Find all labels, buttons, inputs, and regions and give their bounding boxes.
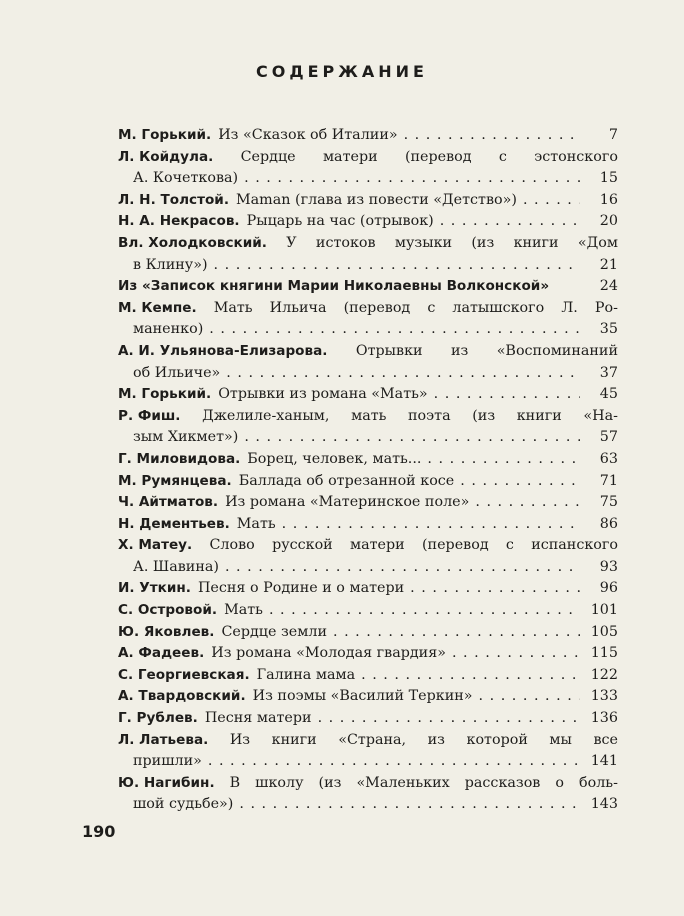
toc-title-word: поэта: [408, 407, 451, 424]
dot-leader: [312, 708, 580, 730]
toc-entry-line: [118, 622, 618, 644]
toc-entry-line: [118, 557, 618, 579]
toc-title-continued: пришли»: [133, 753, 202, 770]
toc-page-number: 16: [599, 191, 618, 208]
dot-leader: [233, 794, 580, 816]
toc-entry: [118, 514, 618, 536]
dot-leader: [404, 578, 580, 600]
toc-title-word: истоков: [315, 234, 376, 251]
toc-title-continued: А. Кочеткова): [133, 170, 239, 187]
toc-title-word: книги: [516, 407, 562, 424]
dot-leader: [208, 255, 580, 277]
toc-title-continued: в Клину»): [133, 256, 208, 273]
toc-page-number: 24: [599, 278, 618, 295]
toc-entry-line: [118, 384, 618, 406]
toc-author: Х. Матеу.: [118, 537, 193, 554]
toc-author: Н. Дементьев.: [118, 515, 230, 532]
dot-leader: [398, 125, 580, 147]
toc-entry: [118, 643, 618, 665]
toc-author: Г. Рублев.: [118, 710, 198, 727]
toc-title-word: Ильича: [269, 299, 327, 316]
toc-page-number: 93: [599, 558, 618, 575]
toc-page-number: 35: [599, 321, 618, 338]
toc-author: Ю. Нагибин.: [118, 774, 215, 791]
toc-title: Отрывки из романа «Мать»: [218, 386, 428, 403]
toc-title-word: «Страна,: [338, 731, 407, 748]
toc-page-number: 15: [599, 170, 618, 187]
toc-title-word: которой: [466, 731, 528, 748]
toc-title: Песня матери: [204, 710, 312, 727]
toc-title-word: (перевод: [343, 299, 411, 316]
toc-entry: [118, 233, 618, 276]
toc-entry-line: [118, 471, 618, 493]
toc-title-word: латышского: [452, 299, 545, 316]
toc-entry-line: [118, 298, 618, 320]
toc-entry: [118, 730, 618, 773]
toc-author: Р. Фиш.: [118, 407, 181, 424]
toc-entry: [118, 384, 618, 406]
toc-author: И. Уткин.: [118, 580, 191, 597]
toc-title-word: Слово: [209, 537, 255, 554]
dot-leader: [219, 557, 580, 579]
toc-title: Из романа «Молодая гвардия»: [211, 645, 446, 662]
toc-title-word: (перевод: [404, 148, 472, 165]
toc-entry-line: [118, 363, 618, 385]
toc-title-word: школу: [255, 774, 304, 791]
toc-author: А. Твардовский.: [118, 688, 246, 705]
toc-entry-line: [118, 319, 618, 341]
toc-author: М. Румянцева.: [118, 472, 232, 489]
toc-page-number: 115: [590, 645, 618, 662]
toc-title-word: книги: [271, 731, 317, 748]
toc-entry-line: [118, 708, 618, 730]
toc-title-word: матери: [322, 148, 378, 165]
dot-leader: [355, 665, 580, 687]
toc-title: Мать: [236, 515, 276, 532]
toc-entry: [118, 406, 618, 449]
toc-page-number: 21: [599, 256, 618, 273]
toc-entry-line: [118, 751, 618, 773]
toc-title-word: Л.: [561, 299, 578, 316]
toc-author: Из «Записок княгини Марии Николаевны Волконской»: [118, 278, 550, 295]
toc-entry: [118, 147, 618, 190]
toc-title-word: «На-: [583, 407, 618, 424]
dot-leader: [517, 190, 580, 212]
toc-title-word: эстонского: [534, 148, 618, 165]
toc-title-word: с: [505, 537, 514, 554]
toc-entry-line: [118, 211, 618, 233]
toc-entry: [118, 190, 618, 212]
toc-title-continued: зым Хикмет»): [133, 429, 239, 446]
toc-title: Из поэмы «Василий Теркин»: [252, 688, 473, 705]
toc-title: Маman (глава из повести «Детство»): [236, 191, 517, 208]
toc-author: М. Горький.: [118, 386, 212, 403]
toc-author: А. Фадеев.: [118, 645, 205, 662]
toc-title: Мать: [224, 602, 263, 619]
toc-entry: [118, 211, 618, 233]
toc-page-number: 143: [590, 796, 618, 813]
contents-heading: СОДЕРЖАНИЕ: [256, 62, 428, 81]
toc-title-word: из: [450, 342, 469, 359]
toc-title: Рыцарь на час (отрывок): [246, 213, 434, 230]
toc-title-word: В: [229, 774, 241, 791]
toc-page-number: 141: [590, 753, 618, 770]
dot-leader: [421, 449, 580, 471]
toc-author: С. Георгиевская.: [118, 666, 250, 683]
toc-title-word: с: [498, 148, 507, 165]
dot-leader: [446, 643, 580, 665]
toc-author: Л. Койдула.: [118, 148, 214, 165]
dot-leader: [454, 471, 580, 493]
toc-entry-line: [118, 794, 618, 816]
toc-entry: [118, 622, 618, 644]
toc-title-word: Сердце: [240, 148, 296, 165]
toc-author: Ч. Айтматов.: [118, 494, 219, 511]
toc-entry-line: [118, 341, 618, 363]
toc-title: Борец, человек, мать...: [247, 450, 422, 467]
toc-entry: [118, 471, 618, 493]
dot-leader: [238, 168, 580, 190]
toc-title-word: Мать: [213, 299, 253, 316]
toc-title-word: мы: [549, 731, 572, 748]
toc-title-word: (перевод: [421, 537, 489, 554]
toc-title-continued: об Ильиче»: [133, 364, 221, 381]
toc-entry-line: [118, 406, 618, 428]
toc-page-number: 122: [590, 666, 618, 683]
toc-title-word: из: [427, 731, 445, 748]
toc-entry-line: [118, 233, 618, 255]
toc-entry-line: [118, 449, 618, 471]
toc-author: А. И. Ульянова-Елизарова.: [118, 342, 328, 359]
toc-title-word: Из: [229, 731, 251, 748]
toc-entry-line: [118, 686, 618, 708]
toc-page-number: 136: [590, 710, 618, 727]
dot-leader: [473, 686, 580, 708]
toc-title-word: испанского: [531, 537, 618, 554]
toc-title: Из «Сказок об Италии»: [218, 127, 398, 143]
toc-page-number: 86: [599, 515, 618, 532]
dot-leader: [263, 600, 580, 622]
toc-title: Из романа «Материнское поле»: [225, 494, 470, 511]
dot-leader: [327, 622, 580, 644]
toc-entry: [118, 341, 618, 384]
toc-page-number: 75: [599, 494, 618, 511]
dot-leader: [202, 751, 580, 773]
toc-title-word: (из: [318, 774, 342, 791]
toc-entry: [118, 665, 618, 687]
toc-entry: [118, 449, 618, 471]
toc-entry: [118, 276, 618, 298]
toc-entry-line: [118, 168, 618, 190]
toc-author: Г. Миловидова.: [118, 450, 241, 467]
toc-title-word: с: [427, 299, 436, 316]
toc-title-continued: шой судьбе»): [133, 796, 234, 813]
toc-title-word: Ро-: [594, 299, 618, 316]
toc-author: Ю. Яковлев.: [118, 623, 215, 640]
toc-entry-line: [118, 190, 618, 212]
toc-title-word: «Маленьких: [356, 774, 450, 791]
toc-title: Галина мама: [256, 666, 356, 683]
toc-entry: [118, 492, 618, 514]
toc-title-word: все: [593, 731, 618, 748]
toc-page-number: 45: [599, 386, 618, 403]
toc-entry-line: [118, 255, 618, 277]
toc-title-continued: А. Шавина): [133, 558, 219, 575]
toc-title-word: боль-: [579, 774, 618, 791]
toc-title-word: русской: [272, 537, 333, 554]
toc-entry: [118, 600, 618, 622]
toc-page-number: 20: [599, 213, 618, 230]
dot-leader: [238, 427, 580, 449]
table-of-contents: [118, 125, 618, 816]
toc-title-word: «Дом: [577, 234, 618, 251]
dot-leader: [428, 384, 580, 406]
dot-leader: [469, 492, 580, 514]
toc-entry: [118, 686, 618, 708]
toc-page-number: 37: [599, 364, 618, 381]
toc-page-number: 63: [599, 450, 618, 467]
toc-title-word: рассказов: [464, 774, 541, 791]
toc-entry: [118, 535, 618, 578]
dot-leader: [434, 211, 580, 233]
toc-title-word: (из: [472, 407, 496, 424]
toc-title: Сердце земли: [221, 623, 327, 640]
toc-entry: [118, 578, 618, 600]
toc-author: М. Кемпе.: [118, 299, 197, 316]
toc-entry: [118, 125, 618, 147]
toc-page-number: 7: [608, 127, 618, 143]
toc-entry-line: [118, 643, 618, 665]
toc-entry-line: [118, 600, 618, 622]
toc-entry-line: [118, 492, 618, 514]
toc-title-word: (из: [471, 234, 495, 251]
toc-page-number: 105: [590, 623, 618, 640]
toc-title-word: книги: [513, 234, 559, 251]
toc-title-word: «Воспоминаний: [496, 342, 618, 359]
toc-author: С. Островой.: [118, 602, 218, 619]
toc-page-number: 133: [590, 688, 618, 705]
toc-page-number: 96: [599, 580, 618, 597]
dot-leader: [276, 514, 580, 536]
toc-page-number: 101: [590, 602, 618, 619]
dot-leader: [220, 363, 580, 385]
toc-entry-line: [118, 276, 618, 298]
toc-entry-line: [118, 147, 618, 169]
toc-entry-line: [118, 514, 618, 536]
toc-entry-line: [118, 730, 618, 752]
toc-author: Н. А. Некрасов.: [118, 213, 240, 230]
toc-title-word: матери: [350, 537, 405, 554]
toc-entry-line: [118, 427, 618, 449]
toc-entry: [118, 298, 618, 341]
toc-entry-line: [118, 665, 618, 687]
toc-title: Песня о Родине и о матери: [197, 580, 405, 597]
toc-entry-line: [118, 578, 618, 600]
toc-entry: [118, 708, 618, 730]
toc-title-word: У: [286, 234, 297, 251]
toc-author: Л. Латьева.: [118, 731, 209, 748]
toc-entry-line: [118, 535, 618, 557]
dot-leader: [203, 319, 580, 341]
toc-title-word: Отрывки: [355, 342, 423, 359]
toc-title-word: мать: [351, 407, 387, 424]
toc-page-number: 71: [599, 472, 618, 489]
toc-title: Баллада об отрезанной косе: [238, 472, 455, 489]
toc-title-word: музыки: [394, 234, 453, 251]
toc-author: Л. Н. Толстой.: [118, 191, 229, 208]
toc-entry-line: [118, 773, 618, 795]
toc-author: Вл. Холодковский.: [118, 234, 267, 251]
toc-title-word: Джелиле-ханым,: [202, 407, 330, 424]
toc-entry: [118, 773, 618, 816]
toc-page-number: 57: [599, 429, 618, 446]
toc-author: М. Горький.: [118, 127, 212, 143]
toc-entry-line: [118, 125, 618, 147]
page-number: 190: [82, 822, 116, 841]
toc-title-word: о: [555, 774, 564, 791]
toc-title-continued: маненко): [133, 321, 204, 338]
